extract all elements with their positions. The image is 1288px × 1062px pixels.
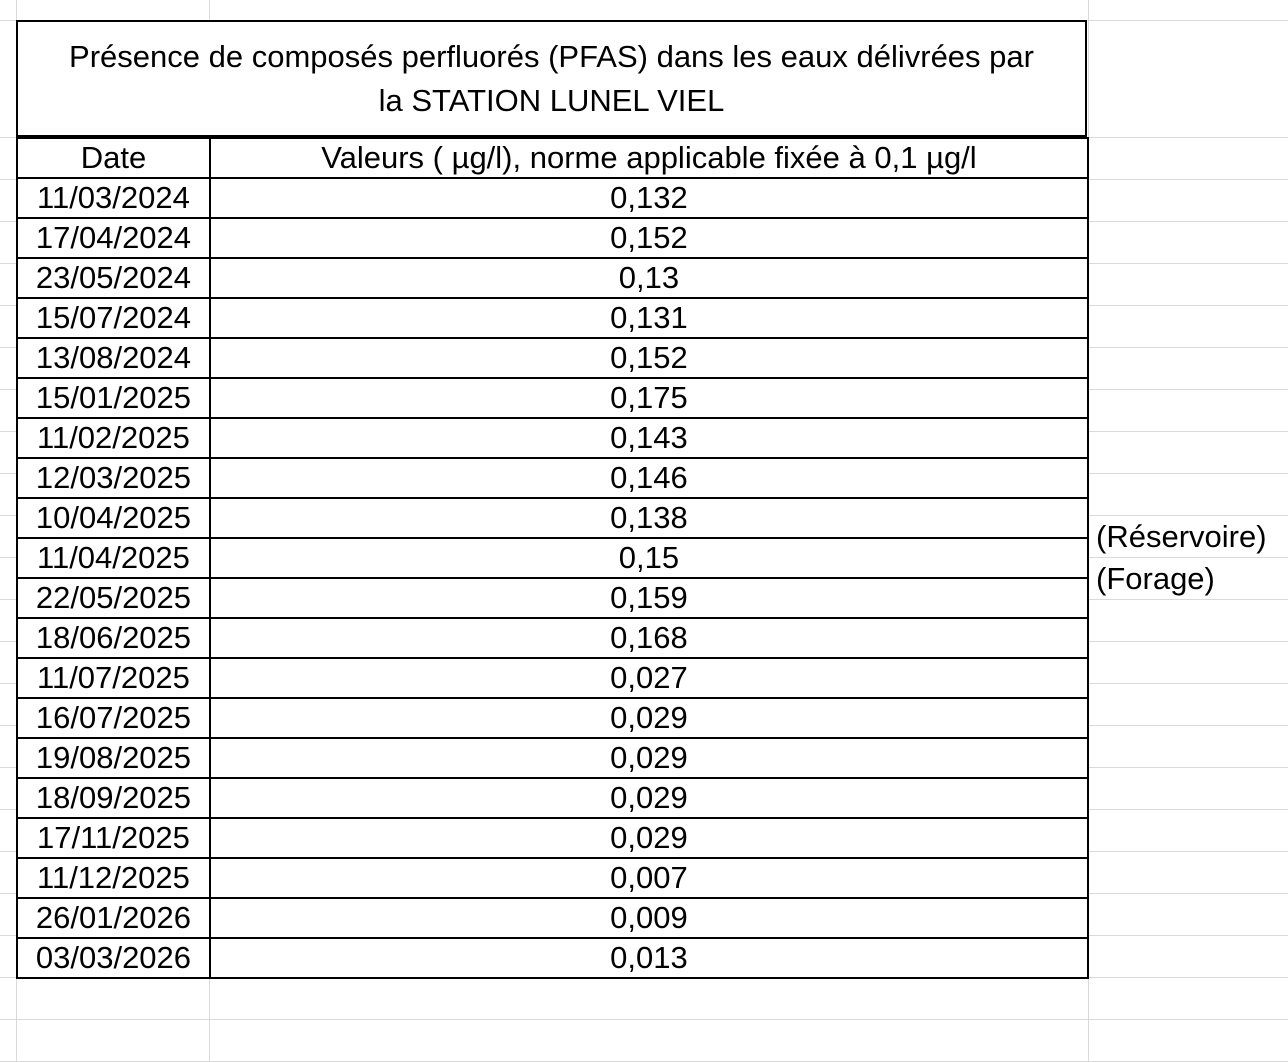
table-row bbox=[17, 218, 1088, 258]
value-cell[interactable]: 0,13 bbox=[210, 258, 1088, 298]
table-row bbox=[17, 298, 1088, 338]
value-cell[interactable]: 0,009 bbox=[210, 898, 1088, 938]
date-cell[interactable]: 17/11/2025 bbox=[17, 818, 210, 858]
date-cell[interactable]: 11/12/2025 bbox=[17, 858, 210, 898]
pfas-table bbox=[16, 137, 1089, 979]
date-cell[interactable]: 15/01/2025 bbox=[17, 378, 210, 418]
date-cell[interactable]: 26/01/2026 bbox=[17, 898, 210, 938]
note-forage[interactable]: (Forage) bbox=[1096, 561, 1215, 596]
value-cell[interactable]: 0,152 bbox=[210, 338, 1088, 378]
table-title[interactable] bbox=[16, 20, 1087, 137]
table-row bbox=[17, 818, 1088, 858]
date-cell[interactable]: 19/08/2025 bbox=[17, 738, 210, 778]
value-cell[interactable]: 0,132 bbox=[210, 178, 1088, 218]
header-row bbox=[17, 138, 1088, 178]
value-cell[interactable]: 0,027 bbox=[210, 658, 1088, 698]
value-cell[interactable]: 0,15 bbox=[210, 538, 1088, 578]
table-row bbox=[17, 378, 1088, 418]
value-cell[interactable]: 0,143 bbox=[210, 418, 1088, 458]
table-row bbox=[17, 698, 1088, 738]
table-row bbox=[17, 258, 1088, 298]
value-cell[interactable]: 0,029 bbox=[210, 738, 1088, 778]
table-row bbox=[17, 538, 1088, 578]
table-row bbox=[17, 898, 1088, 938]
date-cell[interactable]: 17/04/2024 bbox=[17, 218, 210, 258]
value-cell[interactable]: 0,029 bbox=[210, 778, 1088, 818]
table-row bbox=[17, 658, 1088, 698]
date-cell[interactable]: 15/07/2024 bbox=[17, 298, 210, 338]
date-cell[interactable]: 18/06/2025 bbox=[17, 618, 210, 658]
table-row bbox=[17, 338, 1088, 378]
date-cell[interactable]: 23/05/2024 bbox=[17, 258, 210, 298]
table-row bbox=[17, 458, 1088, 498]
value-cell[interactable]: 0,159 bbox=[210, 578, 1088, 618]
date-cell[interactable]: 18/09/2025 bbox=[17, 778, 210, 818]
date-cell[interactable]: 22/05/2025 bbox=[17, 578, 210, 618]
value-cell[interactable]: 0,138 bbox=[210, 498, 1088, 538]
date-cell[interactable]: 11/03/2024 bbox=[17, 178, 210, 218]
table-row bbox=[17, 418, 1088, 458]
date-cell[interactable]: 11/02/2025 bbox=[17, 418, 210, 458]
table-row bbox=[17, 738, 1088, 778]
table-row bbox=[17, 578, 1088, 618]
table-row bbox=[17, 938, 1088, 978]
value-cell[interactable]: 0,007 bbox=[210, 858, 1088, 898]
date-cell[interactable]: 11/07/2025 bbox=[17, 658, 210, 698]
title-line-2: la STATION LUNEL VIEL bbox=[378, 82, 725, 118]
table-row bbox=[17, 778, 1088, 818]
date-cell[interactable]: 12/03/2025 bbox=[17, 458, 210, 498]
date-cell[interactable]: 03/03/2026 bbox=[17, 938, 210, 978]
note-reservoir[interactable]: (Réservoire) bbox=[1096, 519, 1267, 554]
date-cell[interactable]: 11/04/2025 bbox=[17, 538, 210, 578]
date-cell[interactable]: 10/04/2025 bbox=[17, 498, 210, 538]
value-cell[interactable]: 0,175 bbox=[210, 378, 1088, 418]
gridline bbox=[0, 1019, 1288, 1020]
table-row bbox=[17, 178, 1088, 218]
value-cell[interactable]: 0,131 bbox=[210, 298, 1088, 338]
value-cell[interactable]: 0,029 bbox=[210, 818, 1088, 858]
value-cell[interactable]: 0,168 bbox=[210, 618, 1088, 658]
value-cell[interactable]: 0,029 bbox=[210, 698, 1088, 738]
date-cell[interactable]: 16/07/2025 bbox=[17, 698, 210, 738]
table-row bbox=[17, 618, 1088, 658]
header-date[interactable]: Date bbox=[17, 138, 210, 178]
header-value[interactable]: Valeurs ( µg/l), norme applicable fixée à 0,1 µg/l bbox=[210, 138, 1088, 178]
value-cell[interactable]: 0,152 bbox=[210, 218, 1088, 258]
value-cell[interactable]: 0,146 bbox=[210, 458, 1088, 498]
date-cell[interactable]: 13/08/2024 bbox=[17, 338, 210, 378]
title-line-1: Présence de composés perfluorés (PFAS) dans les eaux délivrées par bbox=[69, 38, 1034, 74]
value-cell[interactable]: 0,013 bbox=[210, 938, 1088, 978]
table-row bbox=[17, 498, 1088, 538]
table-row bbox=[17, 858, 1088, 898]
